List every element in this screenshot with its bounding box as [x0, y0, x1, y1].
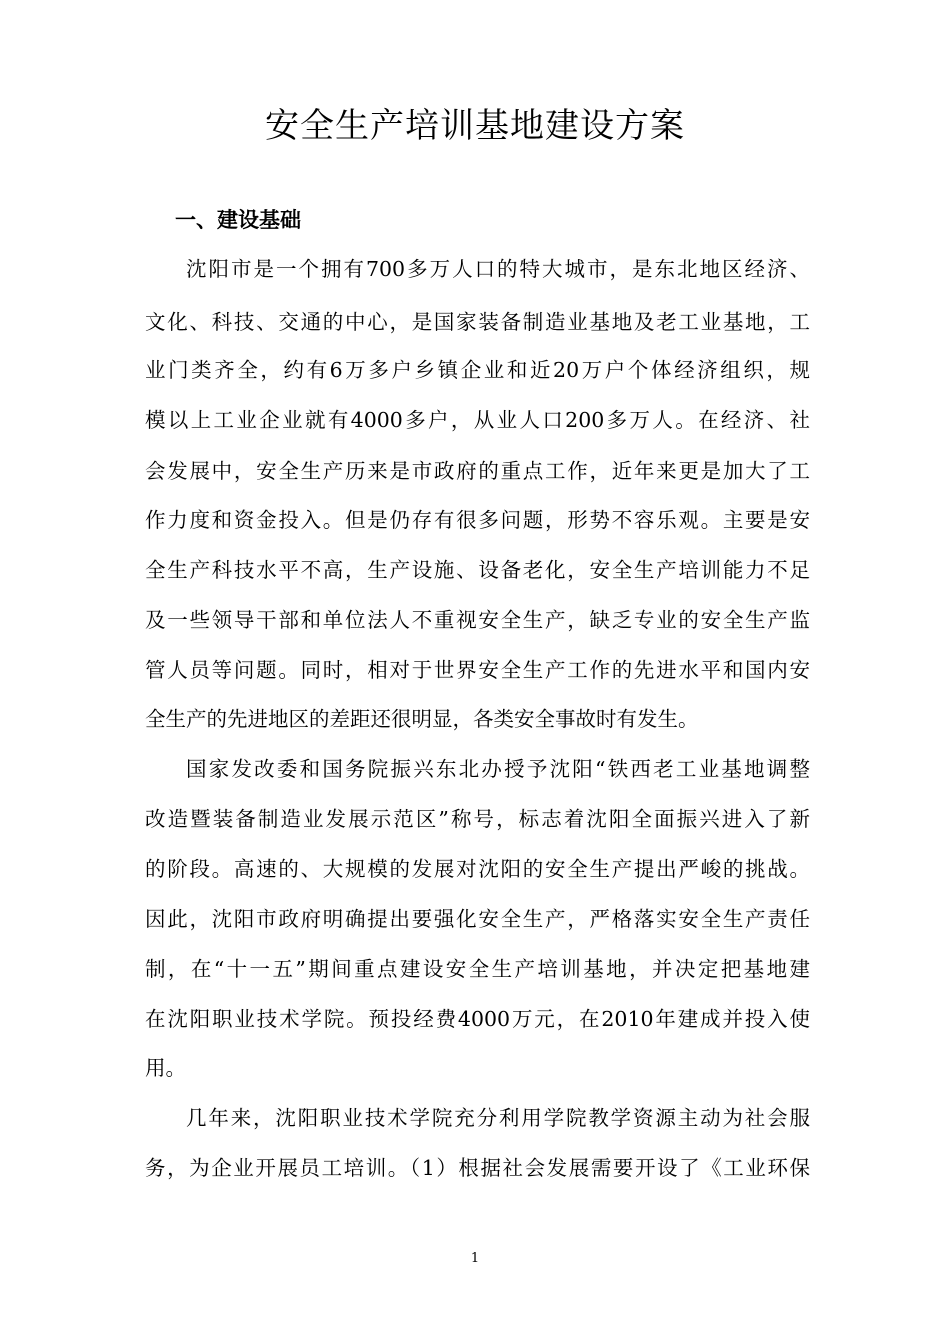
paragraph-2-line-2: 改造暨装备制造业发展示范区”称号，标志着沈阳全面振兴进入了新	[145, 807, 810, 831]
paragraph-1-line-9: 管人员等问题。同时，相对于世界安全生产工作的先进水平和国内安	[145, 658, 810, 682]
paragraph-3-line-2: 务，为企业开展员工培训。（1）根据社会发展需要开设了《工业环保	[145, 1156, 810, 1180]
paragraph-1-line-1: 沈阳市是一个拥有700多万人口的特大城市，是东北地区经济、	[186, 257, 810, 281]
paragraph-2-line-5: 制，在“十一五”期间重点建设安全生产培训基地，并决定把基地建	[145, 957, 810, 981]
document-title: 安全生产培训基地建设方案	[265, 106, 685, 146]
section-heading: 一、建设基础	[175, 208, 301, 232]
paragraph-1-line-4: 模以上工业企业就有4000多户，从业人口200多万人。在经济、社	[145, 408, 810, 432]
page-number: 1	[470, 1251, 480, 1266]
paragraph-1-line-8: 及一些领导干部和单位法人不重视安全生产，缺乏专业的安全生产监	[145, 608, 810, 632]
paragraph-1-line-7: 全生产科技水平不高，生产设施、设备老化，安全生产培训能力不足	[145, 558, 810, 582]
paragraph-2-line-7: 用。	[145, 1056, 186, 1080]
paragraph-2-line-1: 国家发改委和国务院振兴东北办授予沈阳“铁西老工业基地调整	[186, 757, 810, 781]
paragraph-1-line-3: 业门类齐全，约有6万多户乡镇企业和近20万户个体经济组织，规	[145, 358, 810, 382]
paragraph-2-line-4: 因此，沈阳市政府明确提出要强化安全生产，严格落实安全生产责任	[145, 907, 810, 931]
paragraph-2-line-3: 的阶段。高速的、大规模的发展对沈阳的安全生产提出严峻的挑战。	[145, 857, 810, 881]
paragraph-2-line-6: 在沈阳职业技术学院。预投经费4000万元，在2010年建成并投入使	[145, 1007, 810, 1031]
paragraph-3-line-1: 几年来，沈阳职业技术学院充分利用学院教学资源主动为社会服	[186, 1106, 810, 1130]
paragraph-1-line-10: 全生产的先进地区的差距还很明显，各类安全事故时有发生。	[145, 707, 699, 731]
paragraph-1-line-5: 会发展中，安全生产历来是市政府的重点工作，近年来更是加大了工	[145, 459, 810, 483]
paragraph-1-line-6: 作力度和资金投入。但是仍存有很多问题，形势不容乐观。主要是安	[145, 508, 810, 532]
paragraph-1-line-2: 文化、科技、交通的中心，是国家装备制造业基地及老工业基地，工	[145, 310, 810, 334]
